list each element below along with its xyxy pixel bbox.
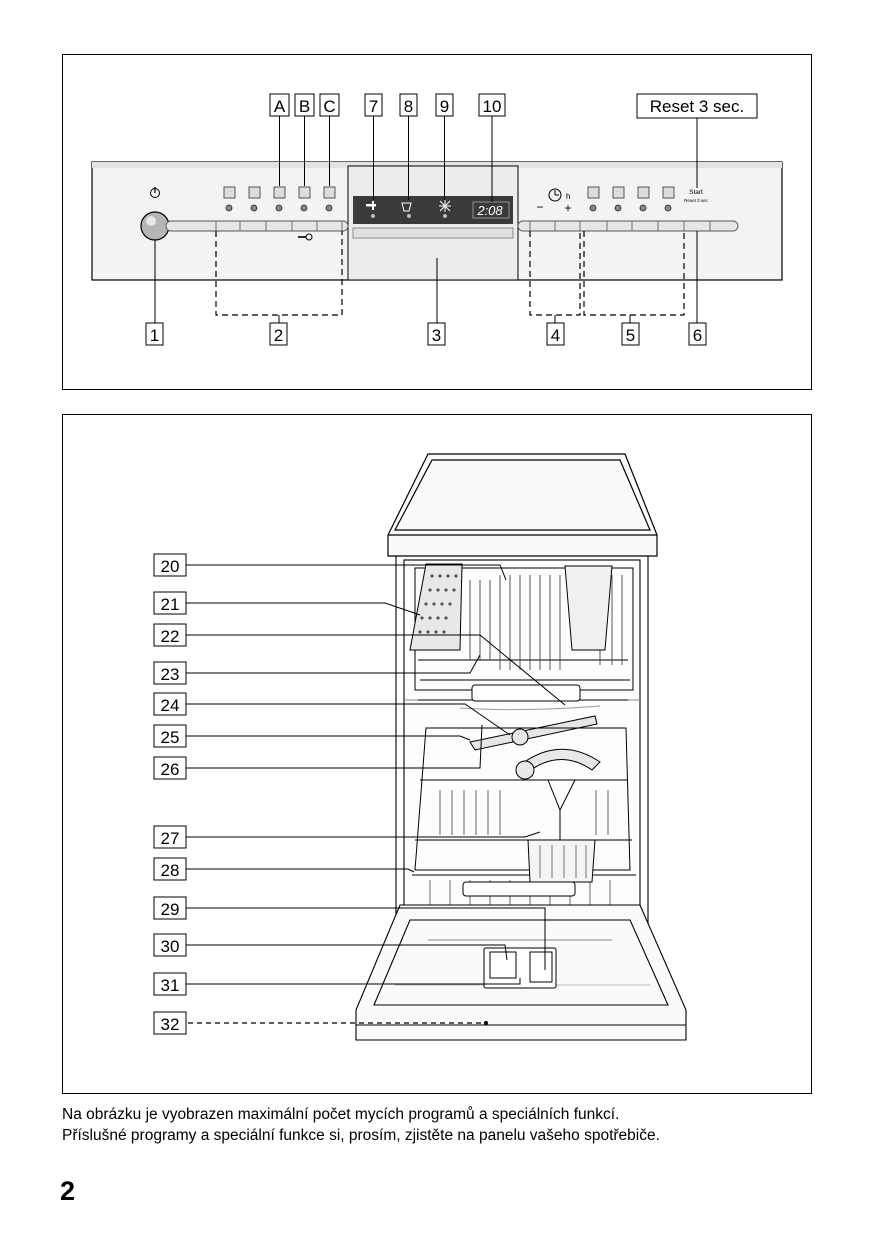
upper-basket-rail: [472, 685, 580, 701]
part-label-27: [154, 826, 186, 848]
caption: [62, 1104, 822, 1146]
part-label-20: [154, 554, 186, 576]
worktop: [388, 454, 657, 556]
svg-text:1: 1: [149, 326, 160, 345]
part-label-23: [154, 662, 186, 684]
minus-label: −: [536, 200, 544, 214]
part-label-31: [154, 973, 186, 995]
part-label-30: [154, 934, 186, 956]
display-time-readout: 2:08: [477, 203, 503, 218]
start-button-label: Start: [689, 189, 703, 196]
svg-text:22: 22: [160, 627, 180, 646]
svg-text:30: 30: [160, 937, 180, 956]
svg-text:Reset 3 sec.: Reset 3 sec.: [649, 97, 745, 116]
svg-text:A: A: [273, 97, 286, 116]
svg-text:20: 20: [160, 557, 180, 576]
svg-text:B: B: [298, 97, 311, 116]
page-number: 2: [60, 1176, 76, 1206]
svg-text:29: 29: [160, 900, 180, 919]
svg-text:2: 2: [273, 326, 284, 345]
svg-text:3: 3: [431, 326, 442, 345]
plus-label: +: [564, 201, 572, 215]
svg-text:32: 32: [160, 1015, 180, 1034]
part-label-32: [154, 1012, 186, 1034]
svg-text:C: C: [323, 97, 336, 116]
svg-text:10: 10: [482, 97, 502, 116]
svg-text:28: 28: [160, 861, 180, 880]
caption-line-1: Na obrázku je vyobrazen maximální počet mycích programů a speciálních funkcí.: [62, 1106, 620, 1123]
svg-text:26: 26: [160, 760, 180, 779]
svg-text:31: 31: [160, 976, 180, 995]
start-button-sublabel: Reset 3 sec: [684, 198, 708, 203]
part-label-22: [154, 624, 186, 646]
svg-text:4: 4: [550, 326, 561, 345]
part-label-26: [154, 757, 186, 779]
part-label-25: [154, 725, 186, 747]
svg-text:7: 7: [368, 97, 379, 116]
svg-text:9: 9: [439, 97, 450, 116]
part-label-28: [154, 858, 186, 880]
lower-basket-rail: [463, 882, 575, 896]
hour-label: h: [566, 192, 571, 201]
cup-shelf: [565, 566, 612, 650]
svg-text:6: 6: [692, 326, 703, 345]
svg-text:23: 23: [160, 665, 180, 684]
caption-line-2: Příslušné programy a speciální funkce si, prosím, zjistěte na panelu vašeho spotřebiče.: [62, 1127, 660, 1144]
svg-text:21: 21: [160, 595, 180, 614]
svg-text:24: 24: [160, 696, 180, 715]
part-label-29: [154, 897, 186, 919]
part-label-24: [154, 693, 186, 715]
svg-text:27: 27: [160, 829, 180, 848]
svg-text:5: 5: [625, 326, 636, 345]
svg-text:8: 8: [403, 97, 414, 116]
part-label-21: [154, 592, 186, 614]
svg-text:25: 25: [160, 728, 180, 747]
